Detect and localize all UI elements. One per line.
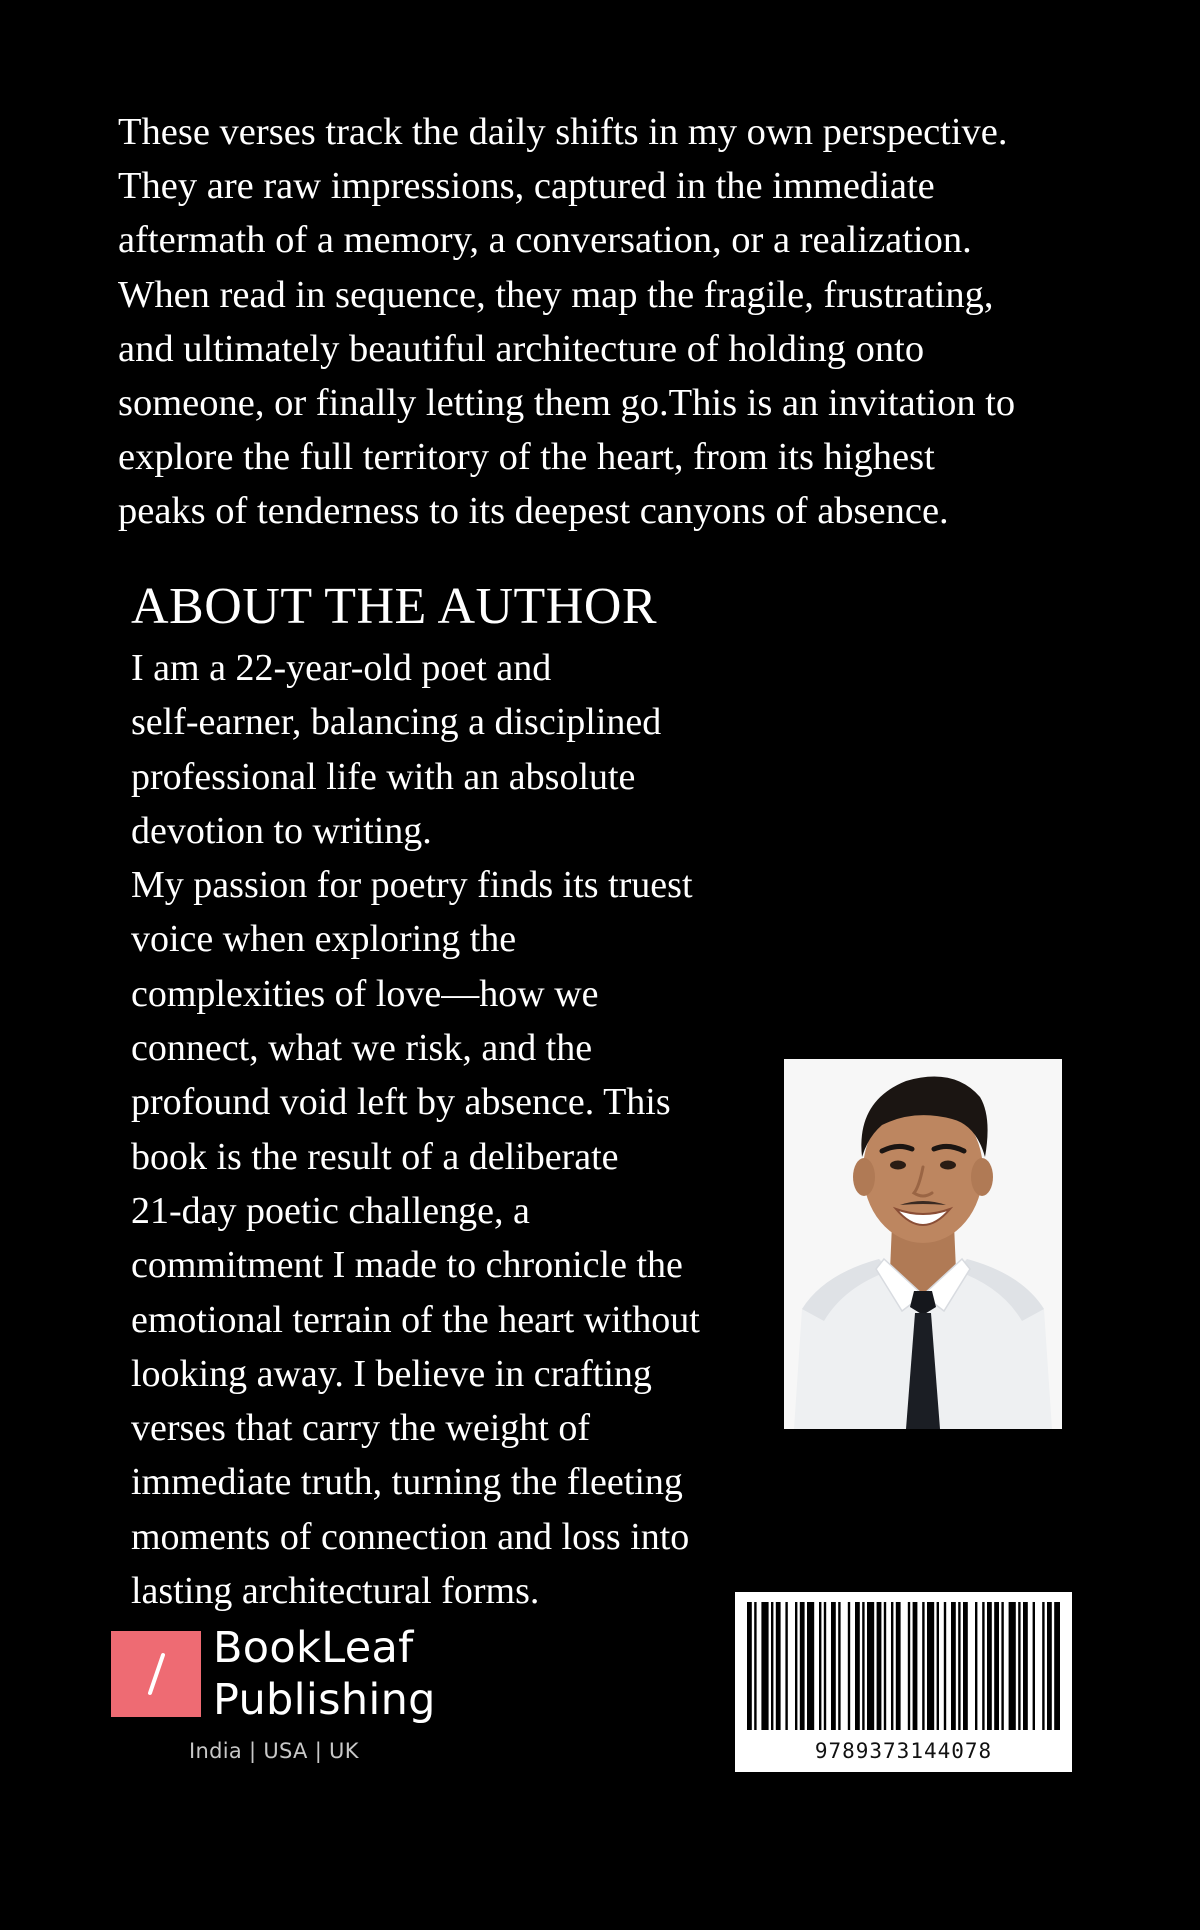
barcode-bar: [896, 1602, 901, 1730]
barcode-bar: [1001, 1602, 1003, 1730]
barcode-bar: [922, 1602, 924, 1730]
barcode-bar: [761, 1602, 768, 1730]
barcode-bar: [831, 1602, 836, 1730]
barcode-bar: [937, 1602, 939, 1730]
barcode-bar: [1033, 1602, 1035, 1730]
barcode-bar: [785, 1602, 787, 1730]
barcode-bar: [951, 1602, 956, 1730]
barcode-bar: [908, 1602, 910, 1730]
barcode-bar: [1018, 1602, 1020, 1730]
barcode-bar: [891, 1602, 893, 1730]
publisher-block: [111, 1623, 471, 1768]
barcode-bar: [855, 1602, 860, 1730]
barcode-bar: [884, 1602, 886, 1730]
barcode-bar: [771, 1602, 773, 1730]
barcode-bar: [975, 1602, 977, 1730]
barcode-bar: [982, 1602, 984, 1730]
barcode-bar: [1047, 1602, 1052, 1730]
barcode-bar: [824, 1602, 826, 1730]
barcode-bar: [944, 1602, 946, 1730]
barcode-bar: [776, 1602, 781, 1730]
book-blurb: These verses track the daily shifts in my own perspective. They are raw impressions, captured in the immediate aftermath of a memory, a conversation, or a realization. When read in sequence, they map the fragile, frustrating, and ultimately beautiful architecture of holding onto someone, or finally letting them go.This is an invitation to explore the full territory of the heart, from its highest peaks of tenderness to its deepest canyons of absence.: [118, 111, 1016, 533]
barcode-bar: [994, 1602, 999, 1730]
barcode-bar: [747, 1602, 752, 1730]
barcode-bar: [1042, 1602, 1044, 1730]
publisher-regions: India | USA | UK: [189, 1739, 359, 1763]
barcode-bar: [1054, 1602, 1060, 1730]
barcode-bar: [867, 1602, 874, 1730]
barcode-bar: [927, 1602, 934, 1730]
barcode-bar: [754, 1602, 756, 1730]
isbn-barcode: [735, 1592, 1072, 1772]
barcode-bar: [963, 1602, 968, 1730]
barcode-bar: [877, 1602, 882, 1730]
barcode-bar: [838, 1602, 840, 1730]
author-photo: [784, 1059, 1062, 1429]
barcode-bar: [800, 1602, 805, 1730]
barcode-bar: [958, 1602, 960, 1730]
barcode-icon: [735, 1592, 1072, 1738]
author-portrait-icon: [784, 1059, 1062, 1429]
barcode-bar: [913, 1602, 918, 1730]
barcode-bar: [862, 1602, 864, 1730]
author-bio: I am a 22-year-old poet and self-earner, balancing a disciplined professional life with an absolute devotion to writing. My passion for poetry finds its truest voice when exploring the complexities of love—how we connect, what we risk, and the profound void left by absence. This book is the result of a deliberate 21-day poetic challenge, a commitment I made to chronicle the emotional terrain of the heart without looking away. I believe in crafting verses that carry the weight of immediate truth, turning the fleeting moments of connection and loss into lasting architectural forms.: [131, 647, 700, 1613]
about-author-heading: ABOUT THE AUTHOR: [131, 578, 658, 635]
barcode-bar: [795, 1602, 797, 1730]
barcode-bar: [807, 1602, 814, 1730]
barcode-bar: [1023, 1602, 1028, 1730]
barcode-bar: [819, 1602, 821, 1730]
publisher-name: BookLeaf Publishing: [213, 1623, 436, 1725]
barcode-bar: [987, 1602, 992, 1730]
bookleaf-logo-icon: [111, 1631, 201, 1717]
barcode-bar: [848, 1602, 850, 1730]
isbn-number: 9789373144078: [814, 1739, 993, 1763]
barcode-bar: [1009, 1602, 1016, 1730]
